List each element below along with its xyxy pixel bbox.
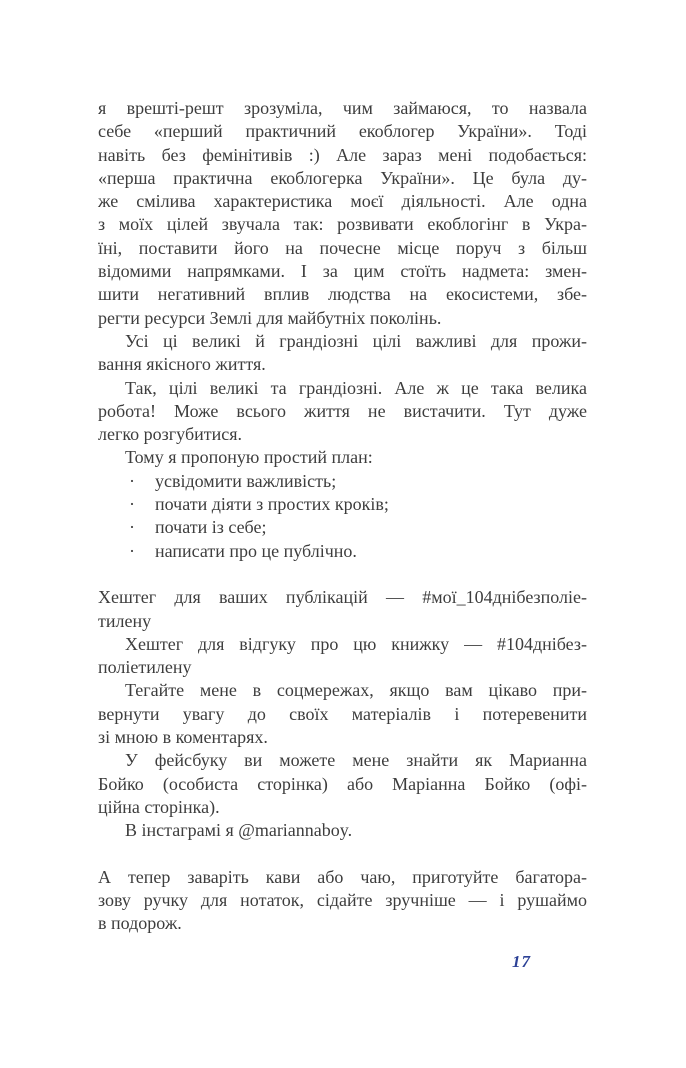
text-line: же смілива характеристика моєї діяльності. Але одна xyxy=(98,191,587,212)
text-line: навіть без фемінітивів :) Але зараз мені подобається: xyxy=(98,144,587,165)
list-item xyxy=(98,493,587,516)
text-line: тилену xyxy=(98,610,152,631)
text-line: Тегайте мене в соцмережах, якщо вам цікаво при- xyxy=(125,680,587,701)
text-line: Усі ці великі й грандіозні цілі важливі для прожи- xyxy=(125,330,587,351)
text-line: в подорож. xyxy=(98,913,182,934)
text-line: А тепер заваріть кави або чаю, приготуйте багатора- xyxy=(98,866,587,887)
text-line: робота! Може всього життя не вистачити. Тут дуже xyxy=(98,400,587,421)
list-item-text: написати про це публічно. xyxy=(155,540,357,561)
list-item xyxy=(98,540,587,563)
text-line: Так, цілі великі та грандіозні. Але ж це така велика xyxy=(125,377,587,398)
page-number: 17 xyxy=(512,952,531,971)
text-line: У фейсбуку ви можете мене знайти як Марианна xyxy=(125,750,587,771)
text-line: зову ручку для нотаток, сідайте зручніше — і рушаймо xyxy=(98,890,587,911)
text-line: ційна сторінка). xyxy=(98,796,220,817)
list-item-text: почати діяти з простих кроків; xyxy=(155,494,389,515)
text-line: регти ресурси Землі для майбутніх поколінь. xyxy=(98,307,442,328)
text-line: зі мною в коментарях. xyxy=(98,727,268,748)
text-line: вернути увагу до своїх матеріалів і потеревенити xyxy=(98,703,587,724)
text-line: відомими напрямками. І за цим стоїть надмета: змен- xyxy=(98,261,587,282)
text-line: я врешті-решт зрозуміла, чим займаюся, то назвала xyxy=(98,98,587,118)
book-page-text-block xyxy=(98,97,587,936)
text-line: легко розгубитися. xyxy=(98,424,242,445)
text-line: Хештег для відгуку про цю книжку — #104днібез- xyxy=(125,633,587,654)
bullet-icon: · xyxy=(129,494,135,515)
bullet-icon: · xyxy=(129,517,135,538)
list-item-text: усвідомити важливість; xyxy=(155,470,337,491)
text-line: шити негативний вплив людства на екосистеми, збе- xyxy=(98,284,587,305)
list-item xyxy=(98,516,587,539)
text-line: з моїх цілей звучала так: розвивати екоблогінг в Укра- xyxy=(98,214,587,235)
bullet-icon: · xyxy=(129,540,135,561)
text-line: себе «перший практичний екоблогер України». Тоді xyxy=(98,121,587,142)
text-line: вання якісного життя. xyxy=(98,354,266,375)
bullet-icon: · xyxy=(129,470,135,491)
text-line: поліетилену xyxy=(98,657,192,678)
text-line: їні, поставити його на почесне місце поруч з більш xyxy=(98,237,587,258)
text-line: В інстаграмі я @mariannaboy. xyxy=(125,820,353,841)
list-item xyxy=(98,470,587,493)
text-line: Хештег для ваших публікацій — #мої_104днібезполіе- xyxy=(98,587,587,608)
list-item-text: почати із себе; xyxy=(155,517,267,538)
text-line: Тому я пропоную простий план: xyxy=(125,447,373,468)
text-line: Бойко (особиста сторінка) або Маріанна Бойко (офі- xyxy=(98,773,587,794)
text-line: «перша практична екоблогерка України». Це була ду- xyxy=(98,167,587,188)
